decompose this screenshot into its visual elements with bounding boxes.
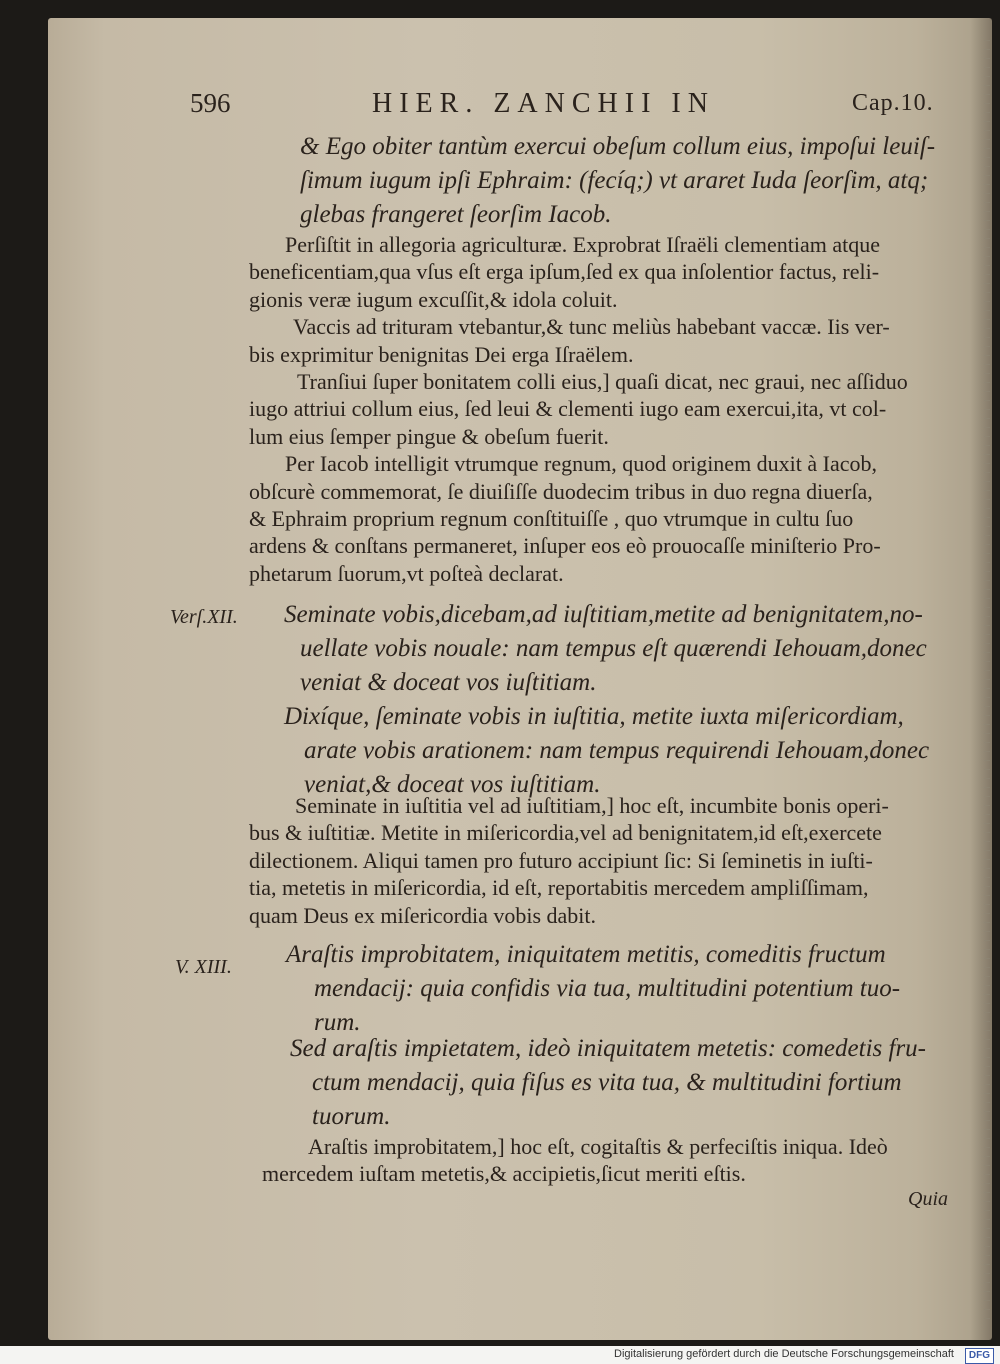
commentary-2	[249, 792, 889, 929]
text-line: Perſiſtit in allegoria agriculturæ. Exprobrat Iſraëli clementiam atque	[285, 232, 881, 257]
scale-ruler	[984, 40, 990, 1320]
text-line: bis exprimitur benignitas Dei erga Iſraëlem.	[249, 341, 634, 367]
text-line: Seminate in iuſtitia vel ad iuſtitiam,] hoc eſt, incumbite bonis operi-	[295, 793, 889, 818]
page-number: 596	[190, 88, 231, 118]
verse-12-alternate	[284, 700, 929, 802]
text-line: iugo attriui collum eius, ſed leui & clementi iugo eam exercui,ita, vt col-	[249, 396, 887, 422]
text-line: Per Iacob intelligit vtrumque regnum, quod originem duxit à Iacob,	[285, 451, 878, 477]
text-line: Araſtis improbitatem, iniquitatem metitis, comeditis fructum	[286, 941, 886, 968]
verse-13-vulgate	[286, 938, 900, 1040]
text-line: dilectionem. Aliqui tamen pro futuro accipiunt ſic: Si ſeminetis in iuſti-	[249, 847, 873, 873]
margin-ref-verse-13: V. XIII.	[175, 956, 232, 978]
dfg-logo-icon: DFG	[965, 1348, 994, 1364]
text-line: quam Deus ex miſericordia vobis dabit.	[249, 902, 597, 928]
text-line: obſcurè commemorat, ſe diuiſiſſe duodecim tribus in duo regna diuerſa,	[249, 478, 873, 504]
text-line: lum eius ſemper pingue & obeſum fuerit.	[249, 423, 609, 449]
text-line: mendacij: quia confidis via tua, multitudini potentium tuo-	[314, 975, 901, 1002]
text-line: tia, metetis in miſericordia, id eſt, reportabitis mercedem ampliſſimam,	[249, 875, 869, 901]
text-line: ſimum iugum ipſi Ephraim: (fecíq;) vt araret Iuda ſeorſim, atq;	[300, 167, 929, 194]
text-line: veniat,& doceat vos iuſtitiam.	[304, 771, 601, 798]
text-line: Sed araſtis impietatem, ideò iniquitatem metetis: comedetis fru-	[290, 1035, 926, 1062]
text-line: Araſtis improbitatem,] hoc eſt, cogitaſtis & perfeciſtis iniqua. Ideò	[308, 1134, 888, 1159]
margin-ref-verse-12: Verſ.XII.	[170, 606, 238, 628]
commentary-1	[249, 231, 908, 587]
text-line: Dixíque, ſeminate vobis in iuſtitia, metite iuxta miſericordiam,	[284, 703, 904, 730]
text-line: Tranſiui ſuper bonitatem colli eius,] quaſi dicat, nec graui, nec aſſiduo	[297, 369, 908, 395]
text-line: & Ego obiter tantùm exercui obeſum collum eius, impoſui leuiſ-	[300, 133, 936, 160]
text-line: ardens & conſtans permaneret, inſuper eos eò prouocaſſe miniſterio Pro-	[249, 533, 881, 559]
text-line: Seminate vobis,dicebam,ad iuſtitiam,metite ad benignitatem,no-	[284, 601, 923, 628]
text-line: beneficentiam,qua vſus eſt erga ipſum,ſed ex qua inſolentior factus, reli-	[249, 259, 880, 285]
text-line: ctum mendacij, quia fiſus es vita tua, & multitudini fortium	[312, 1069, 902, 1096]
footer-bar	[0, 1346, 1000, 1364]
text-line: arate vobis arationem: nam tempus requirendi Iehouam,donec	[304, 737, 930, 764]
verse-13-alternate	[290, 1032, 926, 1134]
text-line: & Ephraim proprium regnum conſtituiſſe , quo vtrumque in cultu ſuo	[249, 506, 854, 532]
text-line: veniat & doceat vos iuſtitiam.	[300, 669, 597, 696]
text-line: glebas frangeret ſeorſim Iacob.	[300, 201, 612, 228]
text-line: tuorum.	[312, 1103, 391, 1130]
verse-11-text	[300, 130, 935, 232]
chapter-label: Cap.10.	[852, 90, 934, 116]
commentary-3	[262, 1133, 888, 1188]
running-title: HIER. ZANCHII IN	[372, 88, 715, 119]
text-line: Vaccis ad trituram vtebantur,& tunc meliùs habebant vaccæ. Iis ver-	[293, 314, 890, 340]
text-line: rum.	[314, 1009, 361, 1036]
text-line: gionis veræ iugum excuſſit,& idola coluit.	[249, 286, 618, 312]
text-line: mercedem iuſtam metetis,& accipietis,ſicut meriti eſtis.	[262, 1161, 746, 1187]
text-line: uellate vobis nouale: nam tempus eſt quærendi Iehouam,donec	[300, 635, 927, 662]
text-line: phetarum ſuorum,vt poſteà declarat.	[249, 560, 564, 586]
footer-credit: Digitalisierung gefördert durch die Deutsche Forschungsgemeinschaft	[614, 1348, 954, 1360]
verse-12-vulgate	[284, 598, 927, 700]
catchword: Quia	[908, 1188, 948, 1210]
text-line: bus & iuſtitiæ. Metite in miſericordia,vel ad benignitatem,id eſt,exercete	[249, 820, 882, 846]
